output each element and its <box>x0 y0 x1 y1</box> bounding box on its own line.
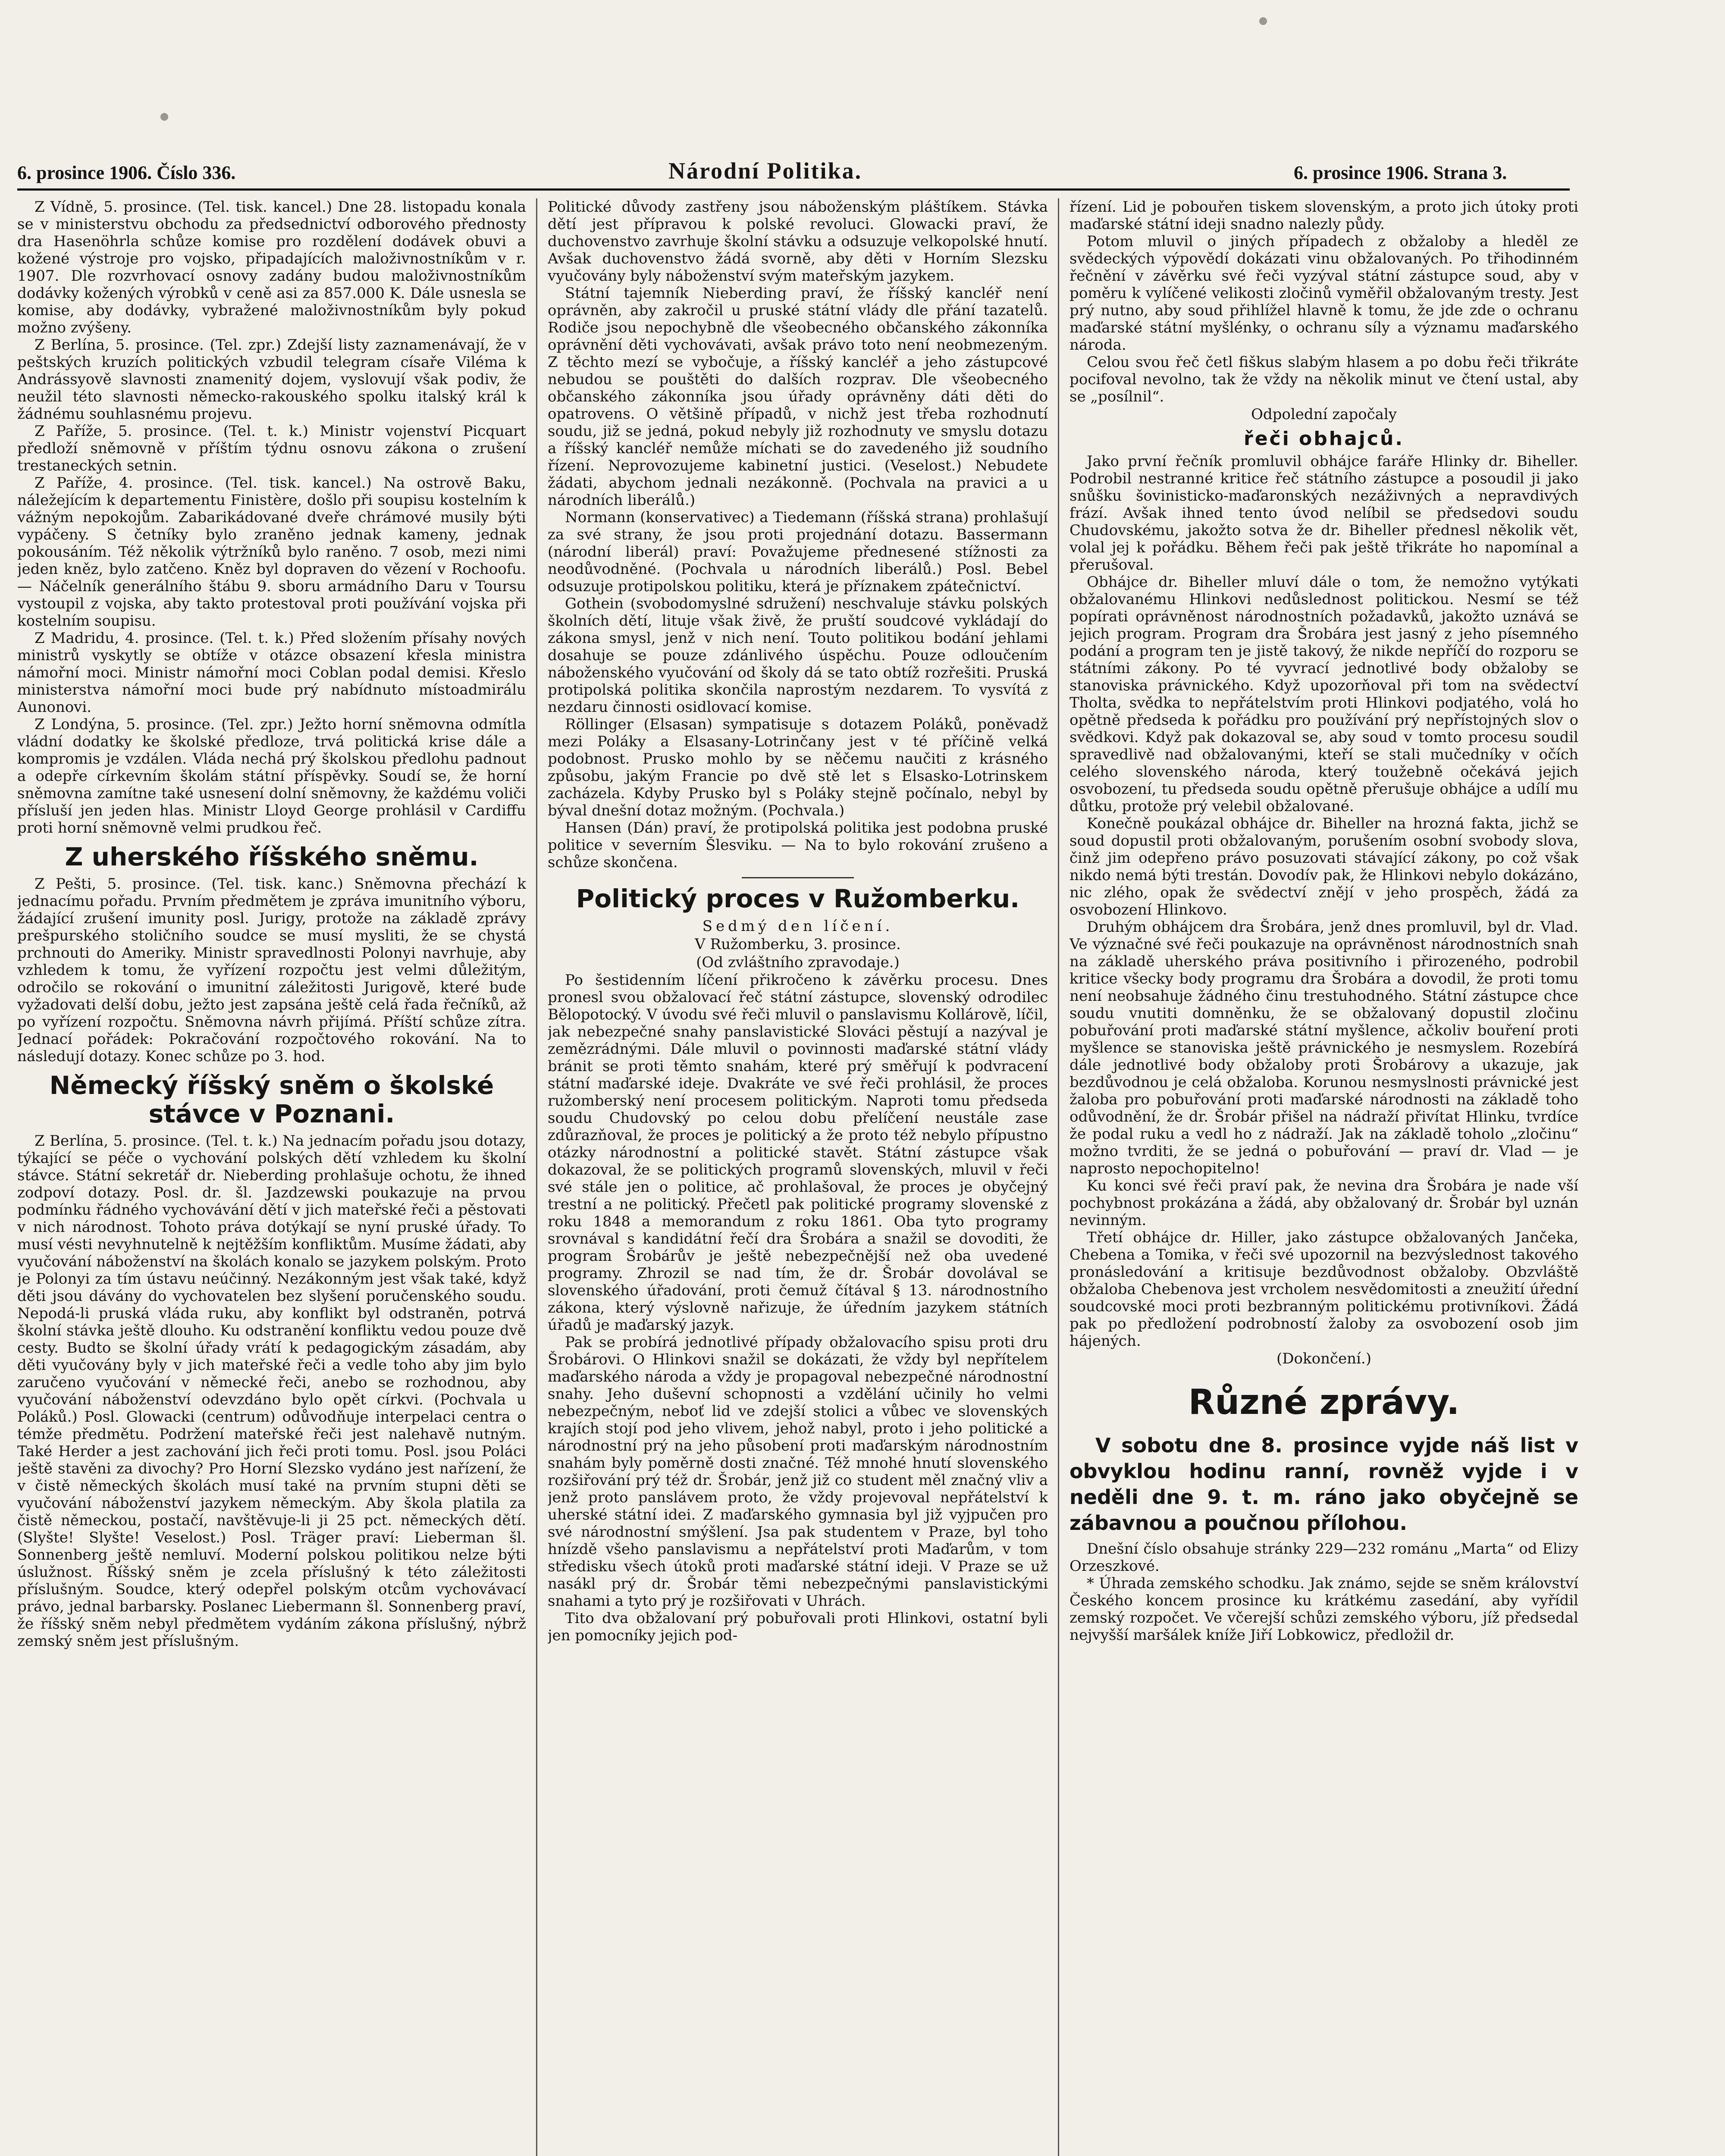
news-london: Z Londýna, 5. prosince. (Tel. zpr.) Ježto horní sněmovna odmítla vládní dodatky ke školské předloze, trvá politická krise dále a kompromis je vzdálen. Vláda nechá prý školskou předlohu padnout a odepře církevním školám státní příspěvky. Soudí se, že horní sněmovna zamítne také usnesení dolní sněmovny, že každému voliči přísluší jen jeden hlas. Ministr Lloyd George prohlásil v Cardiffu proti horní sněmovně velmi prudkou řeč. <box>17 716 526 837</box>
news-berlin: Z Berlína, 5. prosince. (Tel. zpr.) Zdejší listy zaznamenávají, že v peštských kruzích politických vzbudil telegram císaře Viléma k Andrássyově slavnosti znamenitý dojem, vyslovují však podiv, že neužil této slavnosti německo-rakouského spolku italský král k žádnému souhlasnému projevu. <box>17 336 526 423</box>
subheadline-day: Sedmý den líčení. <box>702 918 894 935</box>
correspondent-note: (Od zvláštního zpravodaje.) <box>696 954 900 971</box>
trial-verdict-demand: Potom mluvil o jiných případech z obžaloby a hleděl ze svědeckých výpovědí dokázati vinu obžalovaných. Po třihodinném řečnění v závěrku své řeči vyzýval státní zástupce soud, aby v poměru k vylíčené velikosti zločinů vyměřil obžalovaným tresty. Jest prý nutno, aby soud přihlížel hlavně k tomu, že jde zde o ochranu maďarské státní myšlénky, o ochranu síly a významu maďarského národa. <box>1070 233 1578 354</box>
trial-continuation: Tito dva obžalovaní prý pobuřovali proti Hlinkovi, ostatní byli jen pomocníky jejich pod- <box>548 1610 1048 1644</box>
column-divider <box>536 198 537 2156</box>
novel-notice: Dnešní číslo obsahuje stránky 229—232 románu „Marta“ od Elizy Orzeszkové. <box>1070 1540 1578 1575</box>
to-be-continued: (Dokončení.) <box>1276 1350 1371 1367</box>
reichstag-hansen: Hansen (Dán) praví, že protipolská politika jest podobna pruské politice v severním Šlesviku. — Na to bylo rokování zrušeno a schůze skončena. <box>548 819 1048 871</box>
defense-vlad: Druhým obhájcem dra Šrobára, jenž dnes promluvil, byl dr. Vlad. Ve význačné své řeči poukazuje na oprávněnost národnostních snah na základě uherského práva positivního i přirozeného, podrobil kritice všecky body programu dra Šrobára a dovodil, že proti tomu není neobsahuje žádného činu trestuhodného. Státní zástupce chce soudu vnutiti domněnku, že se obžalovaný dopustil zločinu pobuřování proti maďarské státní myšlence, ačkoliv bouření proti myšlence se stanoviska ještě právnického je nesmyslem. Rozebírá dále jednotlivé body obžaloby proti Šrobárovy a ukazuje, jak bezdůvodnou je celá obžaloba. Korunou nesmyslnosti právnické jest žaloba pro pobuřování proti maďarské národnosti na základě toho odůvodnění, že dr. Šrobár přišel na nádraží přivítat Hlinku, tvrdíce že podal ruku a vedl ho z nádraží. Jak na základě toholo „zločinu“ možno tvrditi, že se jedná o pobuřování — praví dr. Vlad — je naprosto nepochopitelno! <box>1070 918 1578 1177</box>
reichstag-continued: Politické důvody zastřeny jsou náboženským pláštíkem. Stávka dětí jest přípravou k polské revoluci. Glowacki praví, že duchovenstvo zavrhuje školní stávku a odsuzuje velkopolské hnutí. Avšak duchovenstvo žádá svorně, aby děti v Horním Slezsku vyučovány byly náboženství svým mateřským jazykem. <box>548 198 1048 285</box>
trial-end-prosecution: řízení. Lid je pobouřen tiskem slovenským, a proto jich útoky proti maďarské státní ideji snadno nalezly půdy. <box>1070 198 1578 233</box>
punch-hole <box>1259 17 1267 25</box>
headline-various-news: Různé zprávy. <box>1188 1382 1460 1422</box>
trial-cases: Pak se probírá jednotlivé případy obžalovacího spisu proti dru Šrobárovi. O Hlinkovi snažil se dokázati, že vždy byl nepřítelem maďarského národa a vždy je propagoval nebezpečné národnostní snahy. Jeho duševní schopnosti a vzdělání učinily ho velmi nebezpečným, neboť lid ve zdejší stolici a vůbec ve slovenských krajích stojí pod jeho vlivem, jehož nabyl, proto i jeho politické a národnostní prý na jeho působení proti maďarským národnostním snahám byly poměrně dosti značné. Též mnohé hnutí slovenského rozšiřování prý též dr. Šrobár, jenž již co student měl značný vliv a jenž proto panslávem proto, že vždy projevoval nepřátelství k uherské státní idei. Z maďarského gymnasia byl již vyjpučen pro své národnostní smýšlení. Jsa pak studentem v Praze, byl toho hnízdě všeho panslavismu a nepřátelství proti Maďarům, v tom středisku všech útoků proti maďarské státní ideji. V Praze se už nasákl prý dr. Šrobár těmi nebezpečnými panslavistickými snahami a tyto prý je rozšiřovati v Uhrách. <box>548 1334 1048 1610</box>
reichstag-gothein: Gothein (svobodomyslné sdružení) neschvaluje stávku polských školních dětí, lituje však živě, že pruští soudcové vykládají do zákona smysl, jenž v nich není. Touto politikou bodání jehlami dosahuje se pouze zdánlivého úspěchu. Pouze odloučením náboženského vyučování od školy dá se tato obtíž rozřešiti. Pruská protipolská politika skončila naprostým nezdarem. To vysvítá z nezdaru činnosti osidlovací komise. <box>548 595 1048 716</box>
reichstag-rollinger: Röllinger (Elsasan) sympatisuje s dotazem Poláků, poněvadž mezi Poláky a Elsasany-Lotrinčany jest v té příčině velká podobnost. Prusko mohlo by se něčemu naučiti z krásného způsobu, jakým Francie po dvě stě let s Elsasko-Lotrinskem zacházela. Kdyby Prusko byl s Poláky stejně počínalo, nebyl by býval dnešní dotaz možným. (Pochvala.) <box>548 716 1048 819</box>
section-divider <box>742 877 854 878</box>
defense-biheller-1: Jako první řečník promluvil obhájce faráře Hlinky dr. Biheller. Podrobil nestranné kritice řeč státního zástupce a posoudil ji jako snůšku šovinisticko-maďaronských nezáživných a nepravdivých frází. Avšak ihned tento úvod nelíbil se předsedovi soudu Chudovskému, jakožto sotva že dr. Biheller přednesl několik vět, volal jej k pořádku. Během řeči pak ještě třikráte ho napomínal a přerušoval. <box>1070 453 1578 573</box>
column-1 <box>17 198 526 2156</box>
column-3 <box>1070 198 1578 2156</box>
news-vienna: Z Vídně, 5. prosince. (Tel. tisk. kancel.) Dne 28. listopadu konala se v ministerstvu obchodu za předsednictví odborového přednosty dra Hasenöhrla schůze komise pro rozdělení dodávek obuvi a kožené výstroje pro vojsko, připadajících maloživnostníkům v r. 1907. Dle rozvrhovací osnovy zadány budou maloživnostníkům dodávky kožených výrobků v ceně asi za 857.000 K. Dále usnesla se komise, aby dodávky, vybražené maloživnostníkům byly pokud možno zvýšeny. <box>17 198 526 336</box>
column-2 <box>548 198 1048 2156</box>
trial-fiskus: Celou svou řeč četl fiškus slabým hlasem a po dobu řeči třikráte pocifoval nevolno, tak že vždy na několik minut ve čtení ustal, aby se „posílnil“. <box>1070 354 1578 405</box>
news-pest: Z Pešti, 5. prosince. (Tel. tisk. kanc.) Sněmovna přechází k jednacímu pořadu. Prvním předmětem je zpráva imunitního výboru, žádající zrušení imunity posl. Jurigy, protože na základě zprávy prešpurského stoličního soudce se musí mysliti, že se chystá prchnouti do Ameriky. Ministr spravedlnosti Polonyi navrhuje, aby vzhledem k tomu, že vyřízení rozpočtu jest velmi důležitým, odročilo se rokování o imunitní záležitosti Jurigově, které bude vyžadovati delší dobu, ježto jest zapsána ještě celá řada řečníků, až po vyřízení rozpočtu. Sněmovna návrh přijímá. Příští schůze zítra. Jednací pořádek: Pokračování rozpočtového rokování. Na to následují dotazy. Konec schůze po 3. hod. <box>17 875 526 1065</box>
afternoon-note: Odpolední započaly <box>1251 406 1397 423</box>
headline-defense: řeči obhajců. <box>1244 428 1404 450</box>
column-divider <box>1058 198 1059 2156</box>
dateline: V Ružomberku, 3. prosince. <box>695 936 901 953</box>
news-land-deficit: * Úhrada zemského schodku. Jak známo, sejde se sněm království Českého koncem prosince ku krátkému zasedání, aby vyřídil zemský rozpočet. Ve včerejší schůzi zemského výboru, jíž předsedal nejvyšší maršálek kníže Jiří Lobkowicz, předložil dr. <box>1070 1575 1578 1644</box>
reichstag-normann: Normann (konservativec) a Tiedemann (říšská strana) prohlašují za své strany, že jsou proti projednání dotazu. Bassermann (národní liberál) praví: Považujeme přednesené stížnosti za neodůvodněné. (Pochvala u národních liberálů.) Posl. Bebel odsuzuje protipolskou politiku, která je příznakem zpátečnictví. <box>548 509 1048 595</box>
trial-prosecutor: Po šestidenním líčení přikročeno k závěrku procesu. Dnes pronesl svou obžalovací řeč státní zástupce, slovenský odrodilec Bělopotocký. V úvodu své řeči mluvil o panslavismu Kollárově, líčil, jak nebezpečné snahy panslavistické Slováci pěstují a nazýval je zemězrádnými. Dále mluvil o povinnosti maďarské státní vlády bránit se proti těmto snahám, které prý směřují k podvracení státní maďarské ideje. Dvakráte ve své řeči prohlásil, že proces ružomberský není procesem politickým. Naproti tomu předseda soudu Chudovský po celou dobu přelíčení neustále zase zdůrazňoval, že proces je politický a že proto též nebylo přípustno otázky národnostní a politické stavět. Státní zástupce však dokazoval, že se politických programů slovenských, mluvil v řeči své stále jen o politice, ač prohlašoval, že proces je obyčejný trestní a ne politický. Přečetl pak politické programy slovenské z roku 1848 a memorandum z roku 1861. Oba tyto programy srovnával s kandidátní řečí dra Šrobára a snažil se dovoditi, že program Šrobárův je ještě nebezpečnější než oba uvedené programy. Zhrozil se nad tím, že dr. Šrobár dovolával se slovenského úřadování, proti čemuž čítával § 13. národnostního zákona, který výslovně nařizuje, že úředním jazykem státních úřadů je maďarský jazyk. <box>548 971 1048 1334</box>
defense-biheller-3: Konečně poukázal obhájce dr. Biheller na hrozná fakta, jichž se soud dopustil proti obžalovaným, porušením osobní svobody slova, činž jim odepřeno právo posuzovati stávající zákony, po což však nikdo nemá býti trestán. Dovodív pak, že Hlinkovi nebylo dokázáno, nic zlého, opak že svědectví znějí v jeho prospěch, žádá za osvobození Hlinkovo. <box>1070 815 1578 918</box>
publication-notice: V sobotu dne 8. prosince vyjde náš list v obvyklou hodinu ranní, rovněž vyjde i v neděli dne 9. t. m. ráno jako obyčejně se zábavnou a poučnou přílohou. <box>1070 1434 1578 1535</box>
header-date-issue: 6. prosince 1906. Číslo 336. <box>17 162 236 183</box>
news-berlin-reichstag: Z Berlína, 5. prosince. (Tel. t. k.) Na jednacím pořadu jsou dotazy, týkající se péče o vychování polských dětí vzhledem ku školní stávce. Státní sekretář dr. Nieberding prohlašuje ochotu, že ihned zodpoví dotazy. Posl. dr. šl. Jazdzewski poukazuje na prvou podmínku řádného vychovávání dětí v jich mateřské řeči a pěstovati v nich národnost. Tohoto práva dotýkají se nyní pruské úřady. To musí vésti nevyhnutelně k nejtěžším konfliktům. Musíme žádati, aby vyučování náboženství na školách konalo se jazykem polským. Proto je Polonyi za tím ústavu neúčinný. Nezákonným jest však také, když děti jsou dávány do vychovatelen bez slyšení poručenského soudu. Nepodá-li pruská vláda ruku, aby konflikt byl odstraněn, potrvá školní stávka ještě dlouho. Ku odstranění konfliktu vedou pouze dvě cesty. Budto se školní úřady vrátí k pedagogickým zásadám, aby děti vyučovány byly v jich mateřské řeči a vedle toho aby jim bylo zaručeno vyučování v německé řeči, anebo se rozhodnou, aby vyučování náboženství odevzdáno bylo opět církvi. (Pochvala u Poláků.) Posl. Glowacki (centrum) odůvodňuje interpelaci centra o témže předmětu. Podržení mateřské řeči jest nalehavě nutným. Také Herder a jest zachování jich řeči proti tomu. Posl. jsou Poláci ještě stavěni za divochy? Pro Horní Slezsko vydáno jest nařízení, že v čistě německých školách musí také na prvním stupni děti se vyučování náboženství jazykem německým. Aby škola platila za čistě německou, postačí, navštěvuje-li ji 25 pct. německých dětí. (Slyšte! Slyšte! Veselost.) Posl. Träger praví: Lieberman šl. Sonnenberg ještě nemluví. Moderní polskou politikou nelze býti úslužnost. Říšský sněm je zcela příslušný k této záležitosti příslušným. Soudce, který odepřel polským otcům vychovávací právo, jednal barbarsky. Poslanec Liebermann šl. Sonnenberg praví, že říšský sněm nebyl předmětem vydáním zákona příslušný, nýbrž zemský sněm jest příslušným. <box>17 1132 526 1650</box>
news-paris-2: Z Paříže, 4. prosince. (Tel. tisk. kancel.) Na ostrově Baku, náležejícím k departementu Finistère, došlo při soupisu kostelním k vážným nepokojům. Zabarikádované dveře chrámové musily býti vypáčeny. S četníky bylo zraněno jednak kameny, jednak pokousáním. Též několik výtržníků bylo raněno. 7 osob, mezi nimi jeden kněz, bylo zatčeno. Kněz byl dopraven do vězení v Rochoofu. — Náčelník generálního štábu 9. sboru armádního Daru v Toursu vystoupil z vojska, aby takto protestoval proti používání vojska při kostelním soupisu. <box>17 474 526 630</box>
headline-ruzomberok-trial: Politický proces v Ružomberku. <box>576 884 1020 913</box>
headline-hungarian-diet: Z uherského říšského sněmu. <box>65 842 479 871</box>
masthead-title: Národní Politika. <box>668 158 862 184</box>
defense-vlad-end: Ku konci své řeči praví pak, že nevina dra Šrobára je nade vší pochybnost prokázána a žádá, aby obžalovaný dr. Šrobár byl uznán nevinným. <box>1070 1177 1578 1229</box>
punch-hole <box>160 113 168 121</box>
defense-biheller-2: Obhájce dr. Biheller mluví dále o tom, že nemožno vytýkati obžalovanému Hlinkovi nedůslednost politickou. Nesmí se též popírati oprávněnost národnostních požadavků, jakožto uznává se jejich program. Program dra Šrobára jest jasný z jeho písemného podání a program ten je jistě takový, že nikde nepříčí do rozporu se státními zákony. Po té vyvrací jednotlivé body obžaloby se stanoviska právnického. Když upozorňoval při tom na svědectví Tholta, svědka to nepřátelstvím proti Hlinkovi podjatého, volá ho opětně předseda k pořádku pro používání prý nepřístojných slov o svědkovi. Když pak dokazoval se, aby soud v tomto procesu soudil spravedlivě nad obžalovanými, kteří se stali mučedníky v očích celého slovenského národa, který toužebně očekává jejich osvobození, tu předseda soudu opětně přerušuje obhájce a udílí mu důtku, protože prý velebil obžalované. <box>1070 573 1578 815</box>
header-rule <box>17 188 1570 191</box>
defense-hiller: Třetí obhájce dr. Hiller, jako zástupce obžalovaných Jančeka, Chebena a Tomika, v řeči své upozornil na bezvýslednost takového pronásledování a kritisuje bezdůvodnost obžaloby. Obzvláště obžaloba Chebenova jest vrcholem nesvědomitosti a zneužití úřední soudcovské moci proti bezbranným politickému protivníkovi. Žádá pak po předložení podrobností žaloby za osvobození osob jim hájených. <box>1070 1229 1578 1350</box>
news-paris-1: Z Paříže, 5. prosince. (Tel. t. k.) Ministr vojenství Picquart předloží sněmovně v příštím týdnu osnovu zákona o zrušení trestaneckých setnin. <box>17 423 526 474</box>
news-madrid: Z Madridu, 4. prosince. (Tel. t. k.) Před složením přísahy nových ministrů vyskytly se obtíže v otázce obsazení křesla ministra námořní moci. Ministr námořní moci Coblan podal demisi. Křeslo ministerstva námořní moci bude prý nabídnuto místoadmirálu Aunonovi. <box>17 630 526 716</box>
headline-german-reichstag: Německý říšský sněm o školské stávce v Poznani. <box>49 1071 494 1128</box>
page-header <box>17 157 1570 188</box>
header-date-page: 6. prosince 1906. Strana 3. <box>1294 162 1507 183</box>
reichstag-nieberding: Státní tajemník Nieberding praví, že říšský kancléř není oprávněn, aby zakročil u pruské státní vlády dle přání tazatelů. Rodiče jsou nepochybně dle všeobecného občanského zákonníka oprávnění děti vychovávati, avšak právo toto není neobmezeným. Z těchto mezí se vybočuje, a říšský kancléř a jeho zástupcové nebudou se pouštěti do dalších rozprav. Dle všeobecného občanského zákonníka jsou úřady oprávněny dáti děti do opatrovens. O většině případů, v nichž jest třeba rozhodnutí soudu, již se jedná, pokud nebyly již rozhodnuty ve smyslu dotazu a říšský kancléř nemůže míchati se do zavedeného již soudního řízení. Neprovozujeme kabinetní justici. (Veselost.) Nebudete žádati, abychom jednali nezákonně. (Pochvala na pravici a u národních liberálů.) <box>548 285 1048 509</box>
